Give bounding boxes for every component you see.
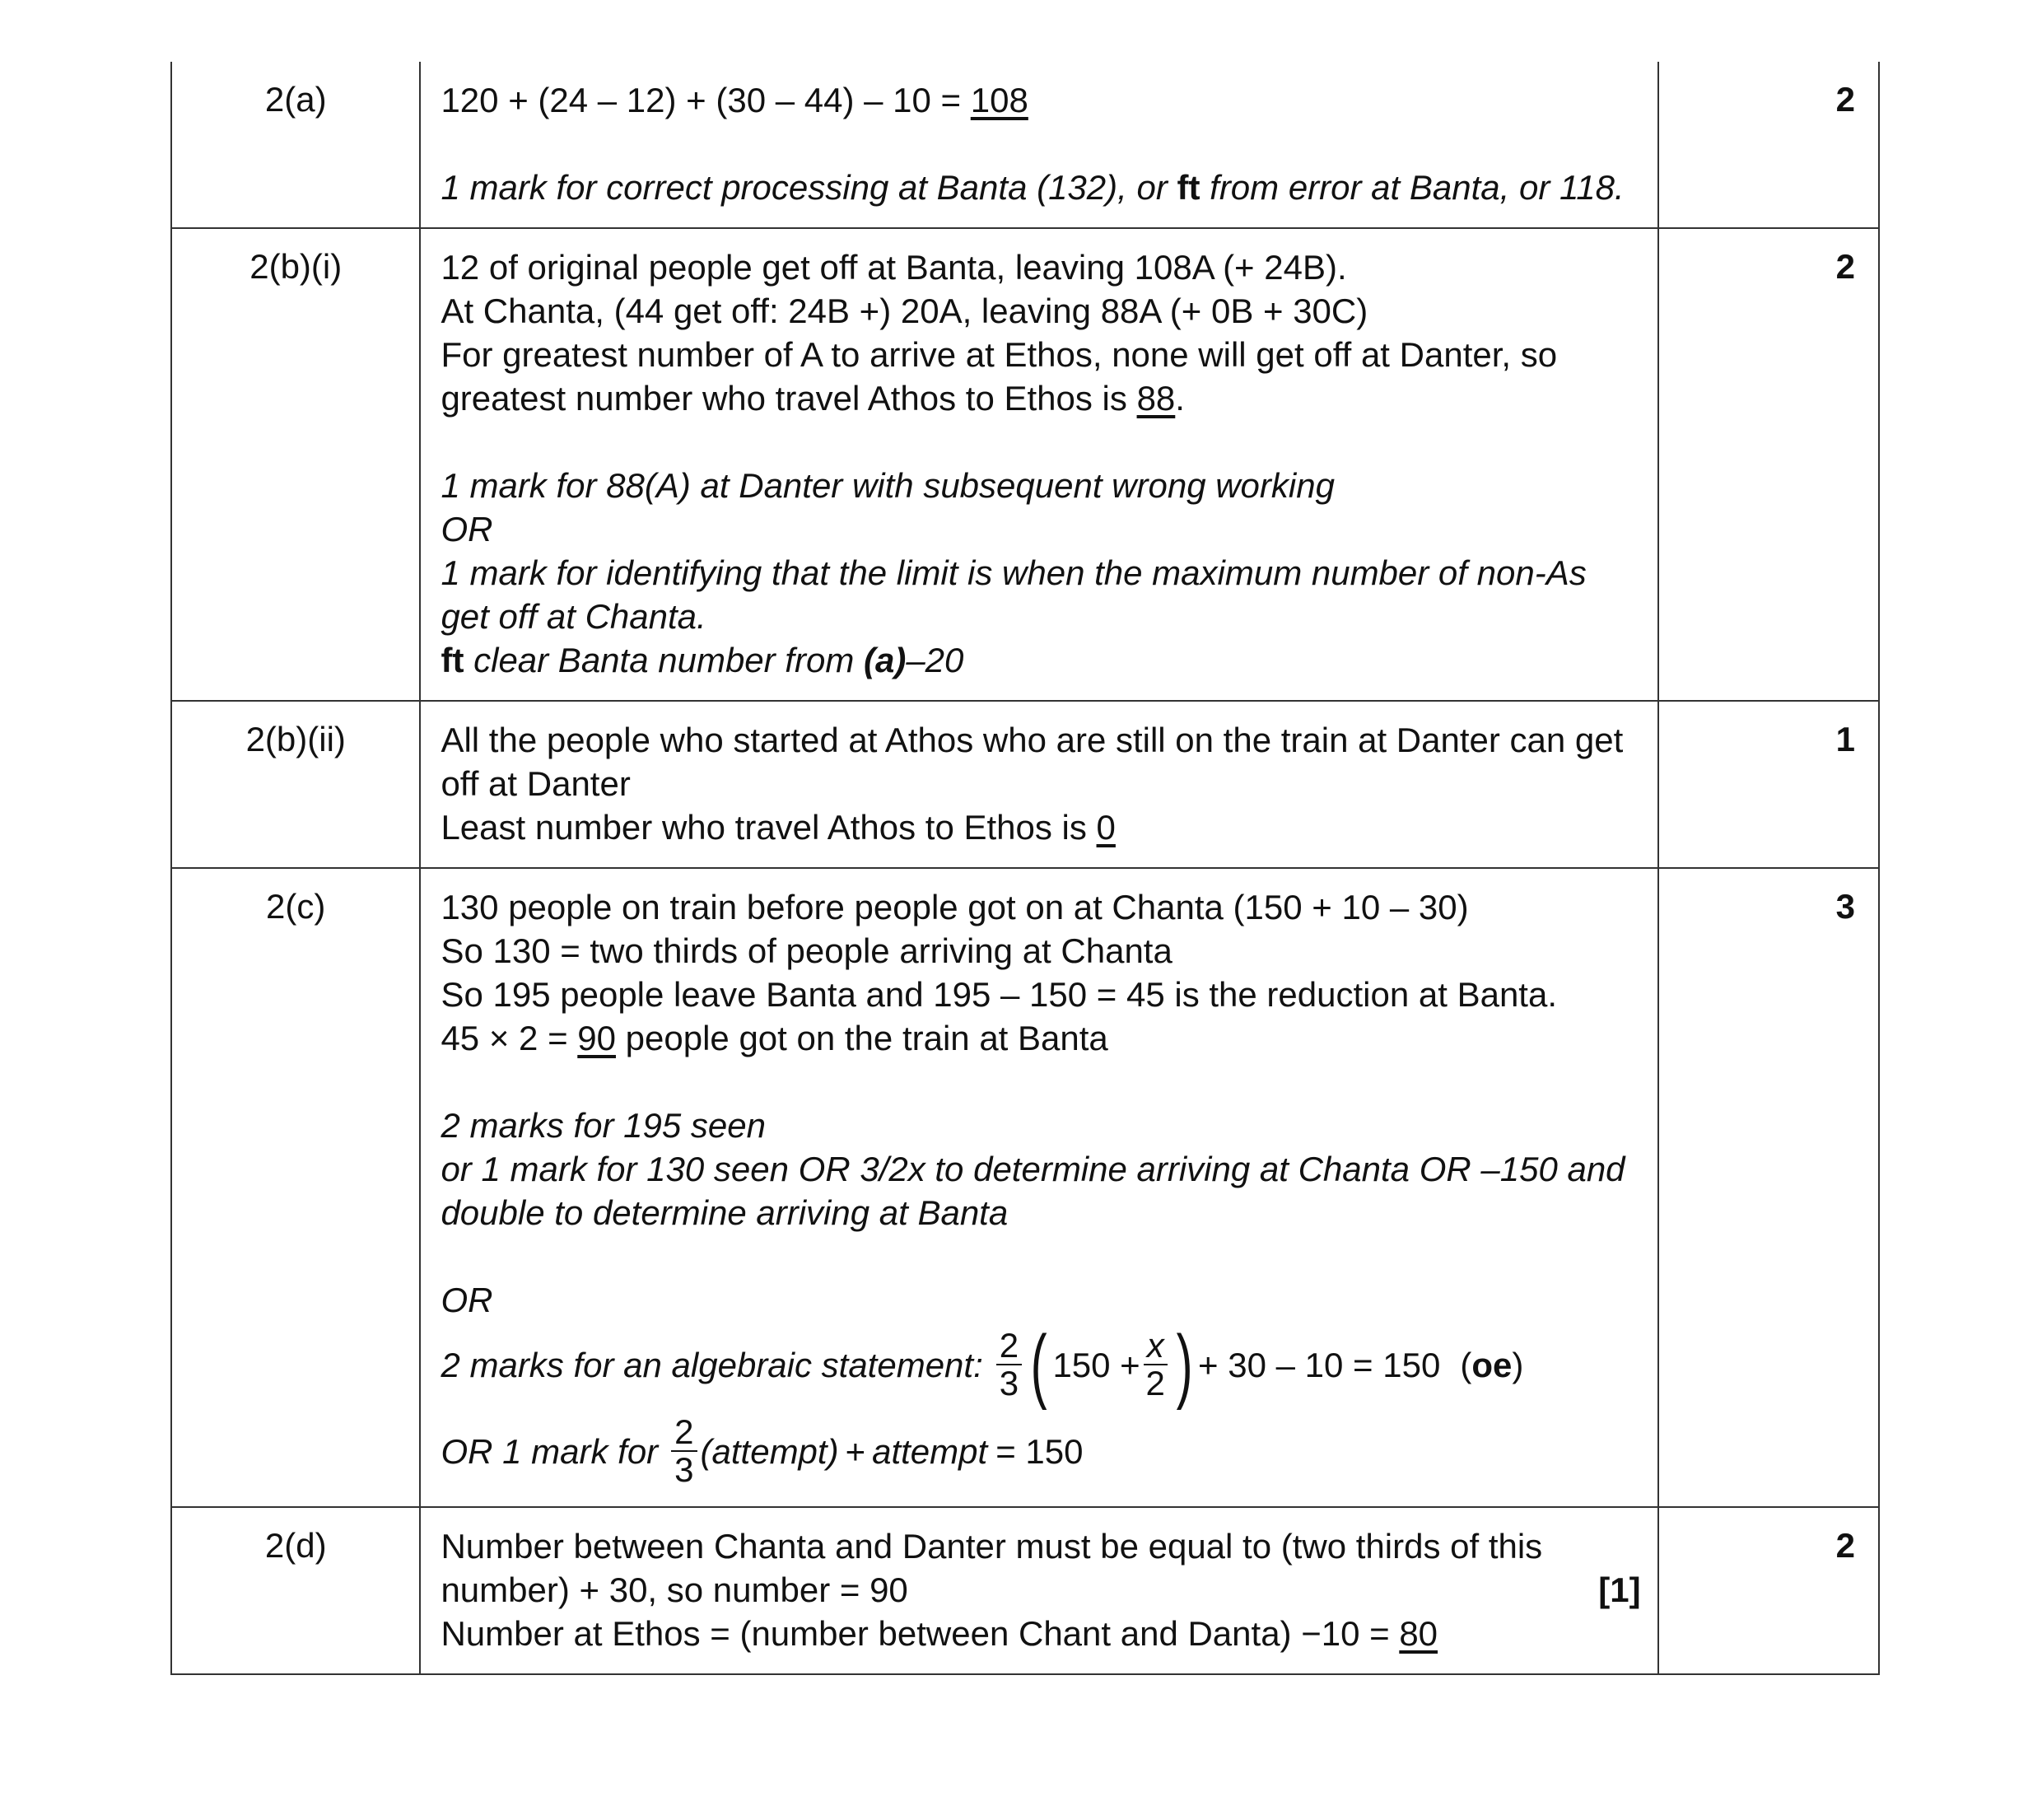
marks-cell: 3 xyxy=(1658,868,1879,1507)
right-paren: ) xyxy=(1176,1318,1193,1411)
fraction: $\frac{2}{3}$ xyxy=(996,1328,1022,1402)
answer-line: 120 + (24 – 12) + (30 – 44) – 10 = 108 xyxy=(441,81,1028,119)
answer-line: For greatest number of A to arrive at Ethos, none will get off at Danter, so greatest number who travel Athos to Ethos is 88. xyxy=(441,335,1558,418)
mark-scheme-table xyxy=(170,62,1880,1675)
table-row xyxy=(171,228,1879,701)
table-row xyxy=(171,701,1879,868)
left-paren: ( xyxy=(1030,1318,1047,1411)
answer-line: 45 × 2 = 90 people got on the train at Banta xyxy=(441,1019,1108,1057)
alternative-statement: OR 1 mark for $\frac{2}{3}$ (attempt) + attempt = 150 xyxy=(441,1412,1084,1489)
guidance-note: 1 mark for correct processing at Banta (132), or ft from error at Banta, or 118. xyxy=(441,168,1625,207)
question-number: 2(c) xyxy=(171,868,420,1507)
answer-cell xyxy=(420,701,1657,868)
guidance-note: ft clear Banta number from (a)–20 xyxy=(441,641,964,679)
part-mark-tag: [1] xyxy=(1598,1570,1641,1609)
answer-line: Least number who travel Athos to Ethos is 0 xyxy=(441,808,1116,847)
answer-line: At Chanta, (44 get off: 24B +) 20A, leaving 88A (+ 0B + 30C) xyxy=(441,292,1368,330)
guidance-note: 1 mark for 88(A) at Danter with subsequent wrong working xyxy=(441,466,1335,505)
guidance-note: OR xyxy=(441,1281,493,1319)
algebraic-statement: 2 marks for an algebraic statement: $\frac{2}{3}$ ( 150 + $\frac{x}{2}$ ) + 30 – 10 = 150 (oe) xyxy=(441,1318,1524,1411)
marks-cell: 2 xyxy=(1658,62,1879,228)
question-number: 2(b)(i) xyxy=(171,228,420,701)
guidance-note: or 1 mark for 130 seen OR 3/2x to determine arriving at Chanta OR –150 and double to determine arriving at Banta xyxy=(441,1150,1625,1232)
answer-cell xyxy=(420,62,1657,228)
fraction: $\frac{x}{2}$ xyxy=(1144,1328,1168,1402)
final-answer: 108 xyxy=(970,81,1028,119)
answer-line: So 195 people leave Banta and 195 – 150 = 45 is the reduction at Banta. xyxy=(441,975,1557,1014)
marks-cell: 1 xyxy=(1658,701,1879,868)
answer-line: So 130 = two thirds of people arriving at Chanta xyxy=(441,931,1173,970)
answer-line: All the people who started at Athos who are still on the train at Danter can get off at Danter xyxy=(441,721,1624,803)
guidance-note: OR xyxy=(441,510,493,548)
answer-line: Number at Ethos = (number between Chant and Danta) −10 = 80 xyxy=(441,1614,1438,1653)
final-answer: 0 xyxy=(1096,808,1116,847)
answer-cell xyxy=(420,228,1657,701)
answer-cell xyxy=(420,868,1657,1507)
guidance-note: 1 mark for identifying that the limit is when the maximum number of non-As get off at Chanta. xyxy=(441,553,1587,636)
answer-line: 12 of original people get off at Banta, leaving 108A (+ 24B). xyxy=(441,248,1347,287)
answer-line: 130 people on train before people got on at Chanta (150 + 10 – 30) xyxy=(441,888,1469,926)
final-answer: 80 xyxy=(1399,1614,1438,1653)
question-number: 2(b)(ii) xyxy=(171,701,420,868)
final-answer: 90 xyxy=(577,1019,616,1057)
answer-cell xyxy=(420,1507,1657,1674)
question-number: 2(d) xyxy=(171,1507,420,1674)
question-number: 2(a) xyxy=(171,62,420,228)
fraction: $\frac{2}{3}$ xyxy=(671,1414,697,1488)
final-answer: 88 xyxy=(1136,379,1176,418)
table-row xyxy=(171,62,1879,228)
table-row xyxy=(171,1507,1879,1674)
answer-line: [1] Number between Chanta and Danter must be equal to (two thirds of this number) + 30, so number = 90 xyxy=(441,1524,1640,1612)
marks-cell: 2 xyxy=(1658,1507,1879,1674)
table-row xyxy=(171,868,1879,1507)
marks-cell: 2 xyxy=(1658,228,1879,701)
guidance-note: 2 marks for 195 seen xyxy=(441,1106,766,1145)
